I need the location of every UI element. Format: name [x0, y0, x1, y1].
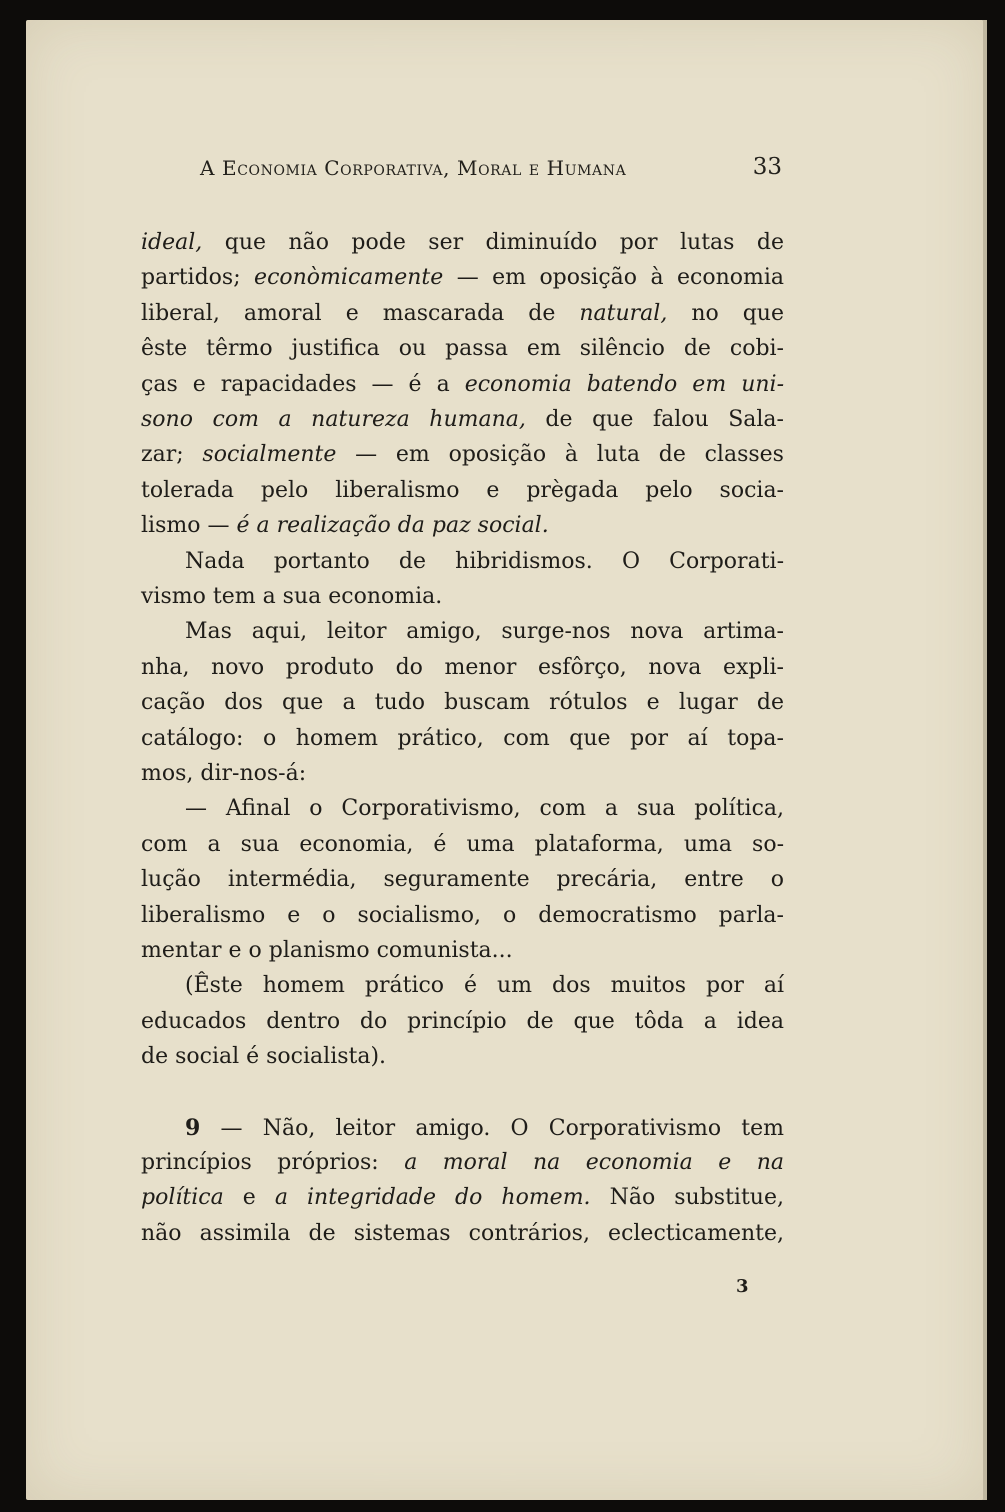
- text-run: cação dos que a tudo buscam rótulos e lugar de: [141, 690, 784, 716]
- italic-text: a integridade do homem.: [274, 1185, 591, 1211]
- text-run: Não substitue,: [590, 1185, 784, 1211]
- text-run: tolerada pelo liberalismo e prègada pelo socia-: [141, 477, 784, 503]
- text-run: ças e rapacidades — é a: [141, 371, 465, 397]
- text-line: [141, 865, 784, 895]
- text-run: liberal, amoral e mascarada de: [141, 300, 580, 326]
- text-run: (Êste homem prático é um dos muitos por aí: [185, 973, 784, 999]
- italic-text: sono com a natureza humana,: [141, 407, 526, 432]
- text-line: [185, 794, 784, 824]
- text-line: [185, 1113, 784, 1143]
- text-line: [141, 334, 784, 364]
- text-run: zar;: [141, 442, 203, 468]
- text-run: — Não, leitor amigo. O Corporativismo tem: [200, 1115, 784, 1141]
- text-line: [141, 228, 784, 258]
- italic-text: política: [141, 1185, 224, 1211]
- italic-text: ideal,: [141, 230, 203, 255]
- text-line: [141, 440, 784, 470]
- text-run: Mas aqui, leitor amigo, surge-nos nova artima-: [185, 619, 784, 645]
- text-run: lução intermédia, seguramente precária, entre o: [141, 867, 784, 893]
- text-line: [141, 653, 784, 683]
- italic-text: a moral na economia e na: [404, 1150, 785, 1175]
- page-edge: [983, 20, 987, 1500]
- text-run: mos, dir-nos-á:: [141, 761, 307, 786]
- italic-text: natural,: [579, 300, 668, 326]
- text-run: — em oposição à economia: [443, 265, 784, 291]
- text-line: [141, 476, 784, 506]
- text-run: com a sua economia, é uma plataforma, uma so-: [141, 831, 784, 857]
- text-line: [141, 1148, 784, 1178]
- text-run: liberalismo e o socialismo, o democratismo parla-: [141, 902, 784, 928]
- text-line: [141, 1219, 784, 1249]
- text-line: [141, 1042, 386, 1072]
- text-line: [141, 263, 784, 293]
- italic-text: econòmicamente: [254, 265, 444, 291]
- text-line: [141, 724, 784, 754]
- text-line: [141, 299, 784, 329]
- text-run: no que: [667, 300, 784, 326]
- italic-text: é a realização da paz social.: [236, 513, 549, 539]
- text-run: êste têrmo justifica ou passa em silêncio de cobi-: [141, 336, 784, 362]
- text-run: que não pode ser diminuído por lutas de: [202, 230, 784, 255]
- running-header: [200, 154, 784, 190]
- text-line: [185, 971, 784, 1001]
- text-line: [141, 688, 784, 718]
- text-run: não assimila de sistemas contrários, eclecticamente,: [141, 1220, 784, 1246]
- text-line: [141, 901, 784, 931]
- text-line: [141, 582, 442, 612]
- text-run: — em oposição à luta de classes: [336, 442, 784, 468]
- running-title: A Economia Corporativa, Moral e Humana: [200, 156, 627, 180]
- text-line: [185, 617, 784, 647]
- text-run: catálogo: o homem prático, com que por aí topa-: [141, 725, 784, 751]
- text-run: e: [223, 1185, 275, 1211]
- text-line: [141, 936, 513, 966]
- text-run: de social é socialista).: [141, 1044, 387, 1070]
- text-run: educados dentro do princípio de que tôda a idea: [141, 1008, 784, 1034]
- italic-text: socialmente: [202, 442, 337, 468]
- text-run: princípios próprios:: [141, 1150, 405, 1175]
- text-run: vismo tem a sua economia.: [141, 584, 443, 609]
- text-run: mentar e o planismo comunista...: [141, 938, 513, 963]
- text-line: [141, 511, 549, 541]
- page-number: 33: [752, 154, 782, 180]
- text-line: [141, 830, 784, 860]
- text-run: lismo —: [141, 513, 237, 539]
- text-line: [141, 405, 784, 435]
- text-run: Nada portanto de hibridismos. O Corporati-: [185, 548, 784, 574]
- section-number: 9: [185, 1114, 201, 1141]
- text-run: nha, novo produto do menor esfôrço, nova expli-: [141, 654, 784, 680]
- text-run: de que falou Sala-: [525, 407, 784, 432]
- signature-mark: 3: [736, 1276, 749, 1297]
- text-line: [185, 547, 784, 577]
- text-line: [141, 759, 306, 789]
- italic-text: economia batendo em uni-: [464, 371, 784, 397]
- text-run: partidos;: [141, 265, 255, 291]
- text-line: [141, 1007, 784, 1037]
- text-line: [141, 370, 784, 400]
- text-line: [141, 1183, 784, 1213]
- text-run: — Afinal o Corporativismo, com a sua política,: [185, 796, 784, 822]
